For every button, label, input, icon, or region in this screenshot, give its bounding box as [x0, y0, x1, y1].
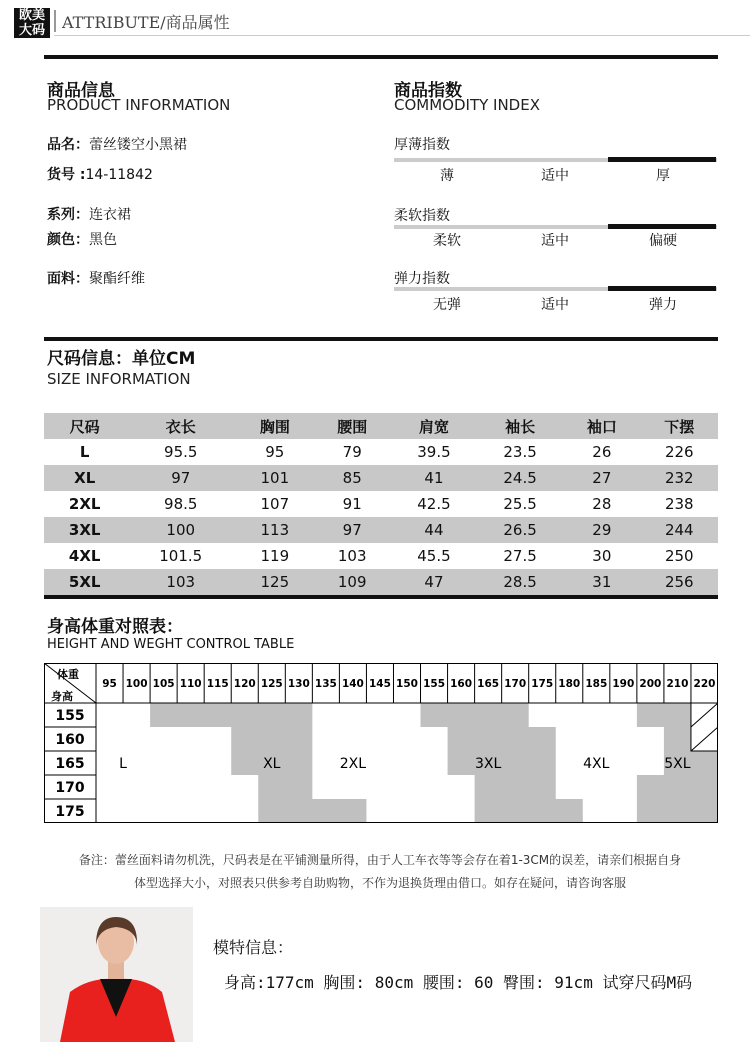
weight-label: 130	[287, 678, 310, 690]
size-cell: 39.5	[417, 443, 451, 461]
prop-label: 品名：	[47, 137, 89, 153]
size-cell: 44	[424, 521, 444, 539]
product-prop	[47, 268, 145, 288]
height-label: 160	[55, 732, 85, 748]
model-photo	[40, 907, 193, 1042]
size-cell: 101	[260, 469, 290, 487]
prop-value: 黑色	[89, 232, 117, 248]
size-cell: 97	[342, 521, 362, 539]
size-cell: 125	[260, 573, 290, 591]
index-level: 无弹	[433, 297, 461, 313]
size-cell: 28	[592, 495, 612, 513]
size-table	[44, 413, 718, 595]
header-divider	[54, 10, 56, 32]
size-cell: 29	[592, 521, 612, 539]
prop-value: 连衣裙	[89, 207, 131, 223]
hw-title-en: HEIGHT AND WEGHT CONTROL TABLE	[47, 637, 295, 652]
size-region-label: 3XL	[474, 756, 502, 772]
index-level: 适中	[541, 233, 569, 249]
size-cell: 42.5	[417, 495, 451, 513]
index-bar-selected	[608, 286, 716, 291]
size-cell: 2XL	[68, 495, 101, 513]
index-level: 薄	[440, 168, 454, 184]
size-cell: 95	[265, 443, 285, 461]
index-title-cn: 商品指数	[394, 81, 462, 101]
weight-label: 115	[206, 678, 229, 690]
note-line-2: 体型选择大小，对照表只供参考自助购物，不作为退换货理由借口。如存在疑问，请咨询客服	[133, 876, 626, 890]
table-row	[44, 439, 718, 465]
size-title-en: SIZE INFORMATION	[47, 370, 191, 388]
size-cell: 107	[260, 495, 290, 513]
index-bar-selected	[608, 157, 716, 162]
size-cell: 45.5	[417, 547, 451, 565]
size-cell: 103	[337, 547, 367, 565]
index-level: 偏硬	[649, 233, 677, 249]
hw-title-cn: 身高体重对照表：	[47, 617, 183, 637]
size-cell: 26	[592, 443, 612, 461]
brand-logo: 欧美大码	[14, 8, 50, 38]
size-cell: 27	[592, 469, 612, 487]
weight-label: 155	[423, 678, 446, 690]
size-cell: L	[79, 443, 90, 461]
weight-label: 175	[531, 678, 554, 690]
size-cell: 3XL	[68, 521, 101, 539]
size-cell: 4XL	[68, 547, 101, 565]
weight-label: 110	[179, 678, 202, 690]
corner-weight-label: 体重	[57, 668, 79, 681]
size-cell: 238	[664, 495, 694, 513]
size-header: 衣长	[165, 417, 196, 436]
size-cell: 41	[424, 469, 444, 487]
size-header: 腰围	[337, 417, 368, 436]
hatch-cell	[691, 703, 718, 751]
weight-label: 180	[558, 678, 581, 690]
size-cell: 95.5	[164, 443, 198, 461]
weight-label: 165	[477, 678, 500, 690]
weight-label: 140	[341, 678, 364, 690]
size-cell: 256	[664, 573, 694, 591]
size-cell: 25.5	[503, 495, 537, 513]
size-cell: 26.5	[503, 521, 537, 539]
weight-label: 220	[693, 678, 716, 690]
size-cell: 91	[342, 495, 362, 513]
weight-label: 170	[504, 678, 527, 690]
section-rule	[44, 595, 718, 599]
corner-height-label: 身高	[51, 690, 73, 703]
size-header: 肩宽	[418, 417, 449, 436]
size-cell: XL	[74, 469, 96, 487]
weight-label: 95	[102, 678, 117, 690]
index-level: 柔软	[433, 233, 461, 249]
size-header: 下摆	[664, 417, 695, 436]
index-level: 弹力	[649, 297, 677, 313]
product-prop	[47, 134, 187, 154]
index-level: 适中	[541, 168, 569, 184]
weight-label: 135	[314, 678, 337, 690]
page-title: ATTRIBUTE/商品属性	[62, 13, 230, 32]
table-row	[44, 491, 718, 517]
weight-label: 160	[450, 678, 473, 690]
size-cell: 79	[342, 443, 362, 461]
height-label: 175	[55, 804, 85, 820]
weight-label: 150	[396, 678, 418, 690]
prop-label: 面料：	[47, 271, 89, 287]
weight-label: 100	[125, 678, 148, 690]
index-bar	[394, 158, 717, 162]
height-label: 155	[55, 708, 85, 724]
note-line-1: 备注：蕾丝面料请勿机洗，尺码表是在平铺测量所得，由于人工车衣等等会存在着1-3CM的误差，请亲们根据自身	[78, 853, 682, 867]
size-header: 胸围	[259, 417, 290, 436]
size-header: 袖长	[505, 417, 536, 436]
table-row	[44, 543, 718, 569]
model-info: 身高:177cm 胸围: 80cm 腰围: 60 臀围: 91cm 试穿尺码M码	[224, 973, 693, 992]
size-cell: 100	[166, 521, 196, 539]
index-title-en: COMMODITY INDEX	[394, 96, 540, 114]
prop-label: 系列：	[47, 207, 89, 223]
prop-value: 14-11842	[85, 167, 153, 183]
product-prop	[47, 164, 153, 184]
index-bar	[394, 287, 717, 291]
weight-label: 210	[666, 678, 689, 690]
height-weight-table	[44, 663, 718, 823]
table-row	[44, 517, 718, 543]
product-title-en: PRODUCT INFORMATION	[47, 96, 231, 114]
prop-label: 颜色：	[47, 232, 89, 248]
prop-value: 聚酯纤维	[89, 271, 145, 287]
size-region-label: XL	[263, 756, 281, 772]
size-cell: 103	[166, 573, 196, 591]
weight-label: 190	[612, 678, 635, 690]
weight-label: 200	[639, 678, 662, 690]
height-label: 165	[55, 756, 85, 772]
size-region-label: 4XL	[583, 756, 610, 772]
size-cell: 85	[342, 469, 362, 487]
size-cell: 244	[664, 521, 694, 539]
hatch-line	[691, 727, 718, 751]
size-cell: 250	[664, 547, 694, 565]
size-region	[150, 703, 366, 823]
index-bar	[394, 225, 717, 229]
size-cell: 98.5	[164, 495, 198, 513]
size-header: 尺码	[69, 417, 100, 436]
section-rule	[44, 55, 718, 59]
size-cell: 119	[260, 547, 290, 565]
prop-value: 蕾丝镂空小黑裙	[89, 137, 187, 153]
size-header: 袖口	[586, 417, 617, 436]
table-row	[44, 465, 718, 491]
weight-label: 145	[368, 678, 391, 690]
size-cell: 232	[664, 469, 694, 487]
product-title-cn: 商品信息	[47, 81, 115, 101]
size-cell: 113	[260, 521, 290, 539]
size-cell: 97	[171, 469, 191, 487]
prop-label: 货号 :	[47, 167, 86, 183]
height-label: 170	[55, 780, 85, 796]
size-cell: 5XL	[68, 573, 101, 591]
size-title-cn: 尺码信息：单位CM	[47, 349, 196, 369]
weight-label: 125	[260, 678, 283, 690]
index-bar-selected	[608, 224, 716, 229]
section-rule	[44, 337, 718, 341]
hatch-line	[691, 703, 718, 727]
size-cell: 226	[664, 443, 694, 461]
index-title: 厚薄指数	[394, 137, 450, 153]
weight-label: 120	[233, 678, 256, 690]
size-region-label: L	[119, 756, 127, 772]
size-region	[421, 703, 583, 823]
table-row	[44, 569, 718, 595]
index-level: 适中	[541, 297, 569, 313]
size-cell: 24.5	[503, 469, 537, 487]
size-region-label: 2XL	[339, 756, 367, 772]
size-region-label: 5XL	[664, 756, 691, 772]
size-cell: 30	[592, 547, 612, 565]
header-rule	[54, 35, 750, 36]
size-cell: 27.5	[503, 547, 537, 565]
product-prop	[47, 229, 117, 249]
index-title: 柔软指数	[394, 208, 450, 224]
size-cell: 28.5	[503, 573, 537, 591]
size-cell: 109	[337, 573, 367, 591]
size-cell: 31	[592, 573, 612, 591]
index-title: 弹力指数	[394, 271, 450, 287]
model-title: 模特信息：	[213, 938, 294, 957]
size-cell: 23.5	[503, 443, 537, 461]
size-cell: 47	[424, 573, 444, 591]
weight-label: 105	[152, 678, 175, 690]
index-level: 厚	[656, 168, 670, 184]
weight-label: 185	[585, 678, 608, 690]
size-cell: 101.5	[159, 547, 203, 565]
product-prop	[47, 204, 131, 224]
